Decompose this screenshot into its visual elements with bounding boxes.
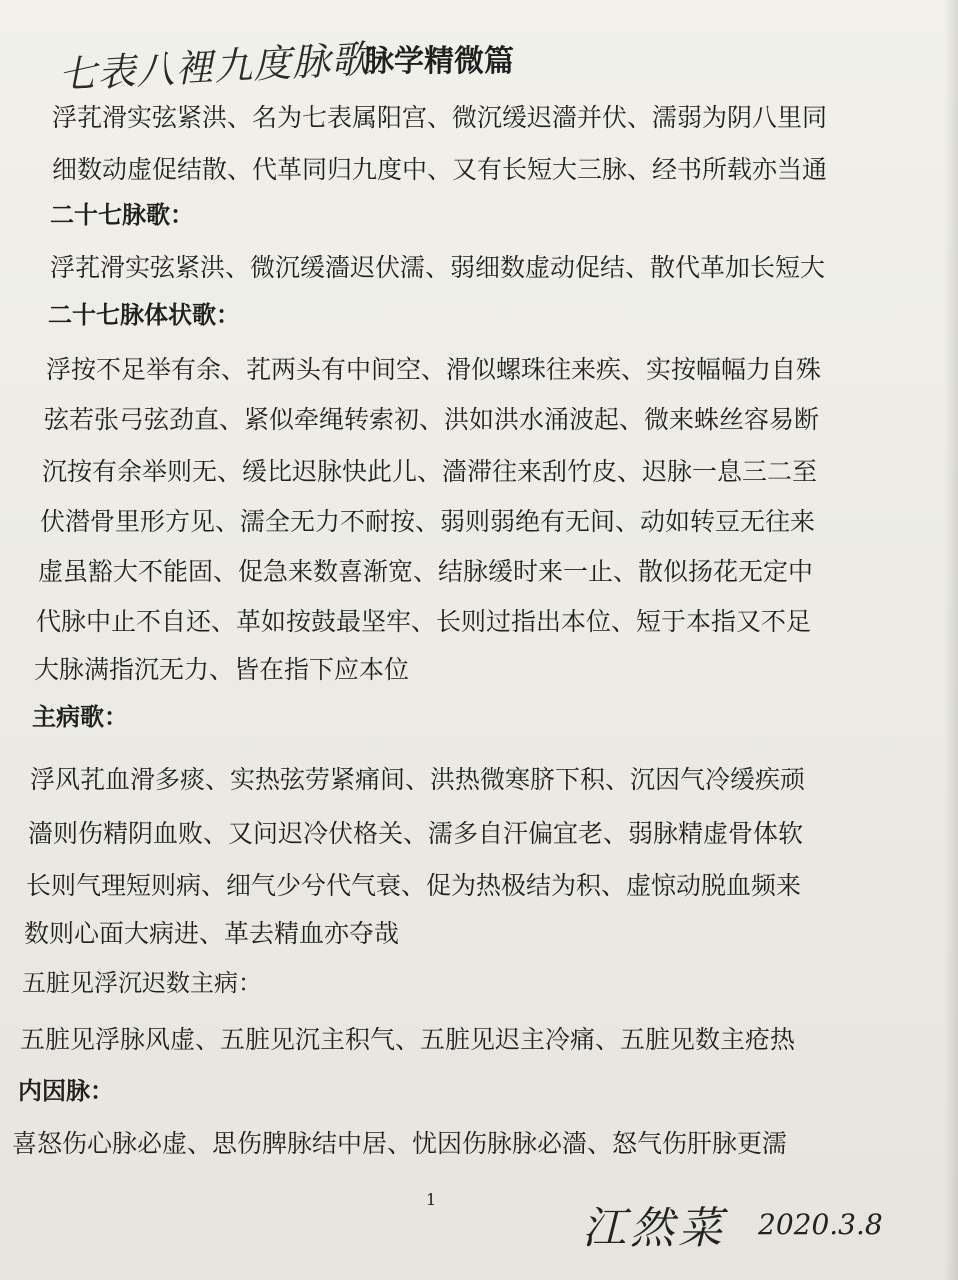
- text-line: 弦若张弓弦劲直、紧似牵绳转索初、洪如洪水涌波起、微来蛛丝容易断: [44, 405, 820, 434]
- text-line: 沉按有余举则无、缓比迟脉快此儿、濇滞往来刮竹皮、迟脉一息三二至: [42, 457, 818, 486]
- text-line: 浮按不足举有余、芤两头有中间空、滑似螺珠往来疾、实按幅幅力自殊: [46, 355, 822, 384]
- text-line: 五脏见浮脉风虚、五脏见沉主积气、五脏见迟主冷痛、五脏见数主疮热: [20, 1025, 796, 1054]
- text-line: 喜怒伤心脉必虚、思伤脾脉结中居、忧因伤脉脉必濇、怒气伤肝脉更濡: [12, 1129, 788, 1158]
- text-line: 虚虽豁大不能固、促急来数喜渐宽、结脉缓时来一止、散似扬花无定中: [38, 557, 814, 586]
- text-line: 大脉满指沉无力、皆在指下应本位: [34, 655, 410, 684]
- text-line: 数则心面大病进、革去精血亦夺哉: [24, 919, 400, 948]
- section-heading: 二十七脉体状歌：: [48, 300, 240, 329]
- text-line: 长则气理短则病、细气少兮代气衰、促为热极结为积、虚惊动脱血频来: [26, 871, 802, 900]
- text-line: 浮芤滑实弦紧洪、名为七表属阳宫、微沉缓迟濇并伏、濡弱为阴八里同: [52, 103, 828, 132]
- handwritten-note: 七表八裡九度脉歌: [57, 36, 372, 98]
- text-line: 浮风芤血滑多痰、实热弦劳紧痛间、洪热微寒脐下积、沉因气冷缓疾顽: [30, 765, 806, 794]
- page-edge-shadow: [944, 0, 958, 1280]
- text-line: 代脉中止不自还、革如按鼓最坚牢、长则过指出本位、短于本指又不足: [36, 607, 812, 636]
- section-heading: 主病歌：: [32, 702, 128, 731]
- section-heading: 五脏见浮沉迟数主病：: [22, 969, 262, 997]
- page-title: 脉学精微篇: [364, 44, 514, 79]
- handwritten-signature: 江然菜: [582, 1203, 726, 1254]
- section-heading: 内因脉：: [18, 1076, 114, 1105]
- page-number: 1: [426, 1190, 437, 1209]
- section-heading: 二十七脉歌：: [50, 200, 194, 229]
- text-line: 浮芤滑实弦紧洪、微沉缓濇迟伏濡、弱细数虚动促结、散代革加长短大: [50, 253, 826, 282]
- signature-date: 2020.3.8: [758, 1208, 883, 1241]
- text-line: 濇则伤精阴血败、又问迟冷伏格关、濡多自汗偏宜老、弱脉精虚骨体软: [28, 819, 804, 848]
- text-line: 伏潜骨里形方见、濡全无力不耐按、弱则弱绝有无间、动如转豆无往来: [40, 507, 816, 536]
- text-line: 细数动虚促结散、代革同归九度中、又有长短大三脉、经书所载亦当通: [52, 155, 828, 184]
